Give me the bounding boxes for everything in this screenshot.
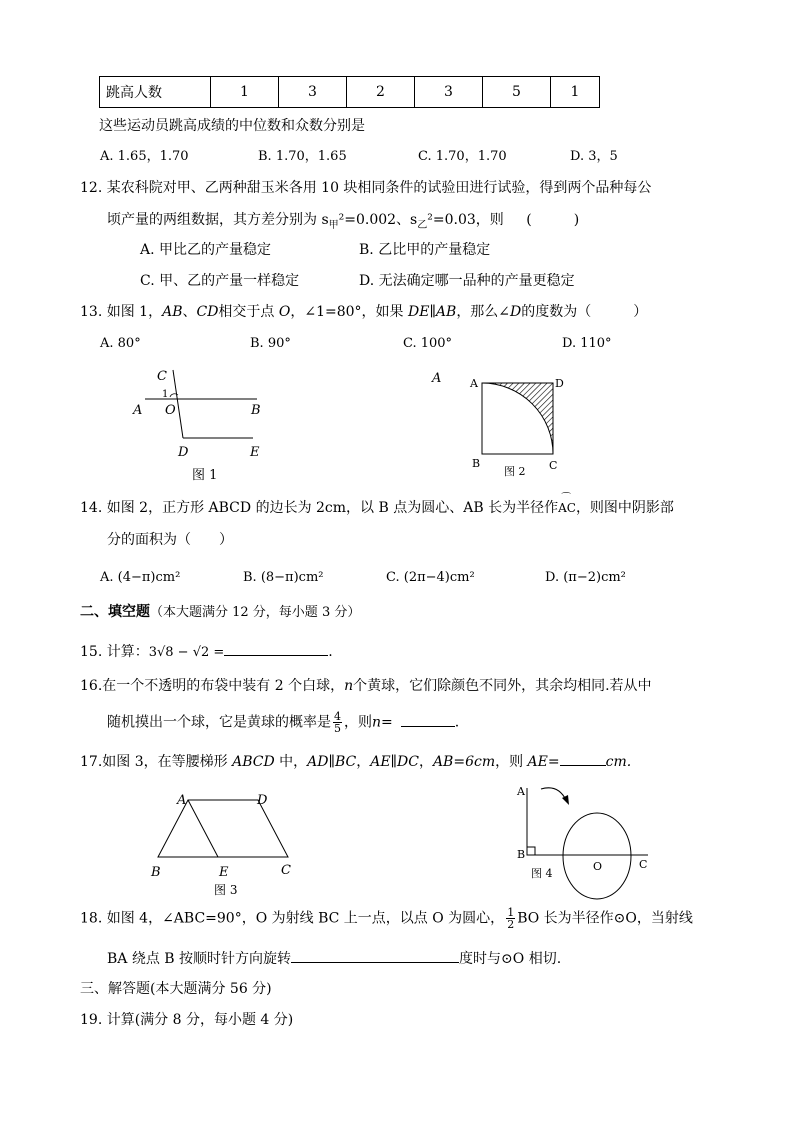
q12-option-c: C. 甲、乙的产量一样稳定 <box>140 273 300 289</box>
fig1-caption: 图 1 <box>192 468 218 483</box>
fig4-caption: 图 4 <box>531 867 553 880</box>
label-e: E <box>219 865 229 880</box>
label-1: 1 <box>162 389 169 400</box>
q13-stem: 13. 如图 1，AB、CD相交于点 O，∠1=80°，如果 DE∥AB，那么∠D的度数为（ ） <box>80 304 648 320</box>
q11-option-b: B. 1.70，1.65 <box>258 149 347 164</box>
label-b: B <box>151 865 161 880</box>
shaded-region <box>482 383 553 454</box>
circle-o <box>563 813 631 899</box>
label-c: C <box>639 858 648 871</box>
figure-2 <box>428 366 578 478</box>
q11-option-a: A. 1.65，1.70 <box>100 149 189 164</box>
figure-1 <box>125 362 275 487</box>
figure-4 <box>508 776 668 888</box>
table-cell: 2 <box>347 77 415 108</box>
q12-line2: 顷产量的两组数据，其方差分别为 $s_甲^2=0.002$、$s_乙^2=0.03$，则 ( ) <box>107 212 580 231</box>
q14-option-b: B. (8−π)cm² <box>243 570 324 585</box>
q19: 19. 计算(满分 8 分，每小题 4 分) <box>80 1012 294 1028</box>
label-a-italic: A <box>432 371 442 386</box>
trapezoid-abcd <box>158 800 288 857</box>
table-cell: 1 <box>211 77 279 108</box>
label-b: B <box>251 403 261 418</box>
q18-line1: 18. 如图 4，∠ABC=90°，O 为射线 BC 上一点，以点 O 为圆心， $\frac{1}{2}$ BO 长为半径作⊙O，当射线 <box>80 906 693 931</box>
label-d: D <box>178 445 189 460</box>
label-a: A <box>470 377 478 390</box>
fig3-caption: 图 3 <box>214 883 238 897</box>
q13-option-b: B. 90° <box>250 336 291 351</box>
right-angle-mark <box>527 847 535 855</box>
q12-line1: 12. 某农科院对甲、乙两种甜玉米各用 10 块相同条件的试验田进行试验，得到两个品种每公 <box>80 180 652 196</box>
table-cell: 5 <box>483 77 551 108</box>
q12-option-b: B. 乙比甲的产量稳定 <box>359 242 491 258</box>
line-ae <box>188 800 218 857</box>
section-2-heading: 二、填空题（本大题满分 12 分，每小题 3 分） <box>80 604 361 620</box>
section-3-heading: 三、解答题(本大题满分 56 分) <box>80 981 272 997</box>
arrow-head <box>562 795 569 805</box>
q14-option-d: D. (π−2)cm² <box>545 570 626 585</box>
table-cell: 1 <box>551 77 600 108</box>
q11-stem: 这些运动员跳高成绩的中位数和众数分别是 <box>99 118 365 134</box>
label-c: C <box>157 369 167 384</box>
q14-line2: 分的面积为（ ） <box>107 532 233 548</box>
label-b: B <box>517 848 526 861</box>
label-a: A <box>133 403 143 418</box>
q13-option-d: D. 110° <box>562 336 612 351</box>
label-a: A <box>177 793 187 808</box>
label-c: C <box>549 459 558 472</box>
q17: 17.如图 3，在等腰梯形 ABCD 中，AD∥BC，AE∥DC，AB=6cm，则 AE= cm. <box>80 751 631 771</box>
q16-line2: 随机摸出一个球，它是黄球的概率是 $\frac{4}{5}$ ，则n= . <box>107 710 460 735</box>
q13-option-a: A. 80° <box>100 336 141 351</box>
q11-option-d: D. 3，5 <box>570 149 618 164</box>
table-cell: 3 <box>279 77 347 108</box>
label-d: D <box>257 793 268 808</box>
score-table <box>99 76 600 108</box>
q12-option-d: D. 无法确定哪一品种的产量更稳定 <box>359 273 575 289</box>
label-a: A <box>517 785 525 798</box>
figure-3 <box>146 790 306 905</box>
q12-option-a: A. 甲比乙的产量稳定 <box>140 242 272 258</box>
label-c: C <box>281 863 291 878</box>
label-o: O <box>593 860 603 873</box>
q13-option-c: C. 100° <box>403 336 453 351</box>
table-cell: 3 <box>415 77 483 108</box>
q14-line1: 14. 如图 2，正方形 ABCD 的边长为 2cm，以 B 点为圆心、AB 长为半径作 ⌒ AC，则图中阴影部 <box>80 493 674 516</box>
q11-option-c: C. 1.70，1.70 <box>418 149 507 164</box>
label-o: O <box>165 403 176 418</box>
q14-option-a: A. (4−π)cm² <box>100 570 181 585</box>
label-e: E <box>250 445 260 460</box>
fig2-caption: 图 2 <box>504 465 526 478</box>
label-d: D <box>555 377 564 390</box>
label-b: B <box>472 457 481 470</box>
q18-line2: BA 绕点 B 按顺时针方向旋转 度时与⊙O 相切. <box>107 948 561 968</box>
table-row <box>100 77 600 108</box>
q14-option-c: C. (2π−4)cm² <box>386 570 475 585</box>
q16-line1: 16.在一个不透明的布袋中装有 2 个白球，n个黄球，它们除颜色不同外，其余均相同.若从中 <box>80 678 652 694</box>
table-header-cell: 跳高人数 <box>100 77 211 108</box>
q15: 15. 计算：3√8 − √2 = . <box>80 641 333 662</box>
